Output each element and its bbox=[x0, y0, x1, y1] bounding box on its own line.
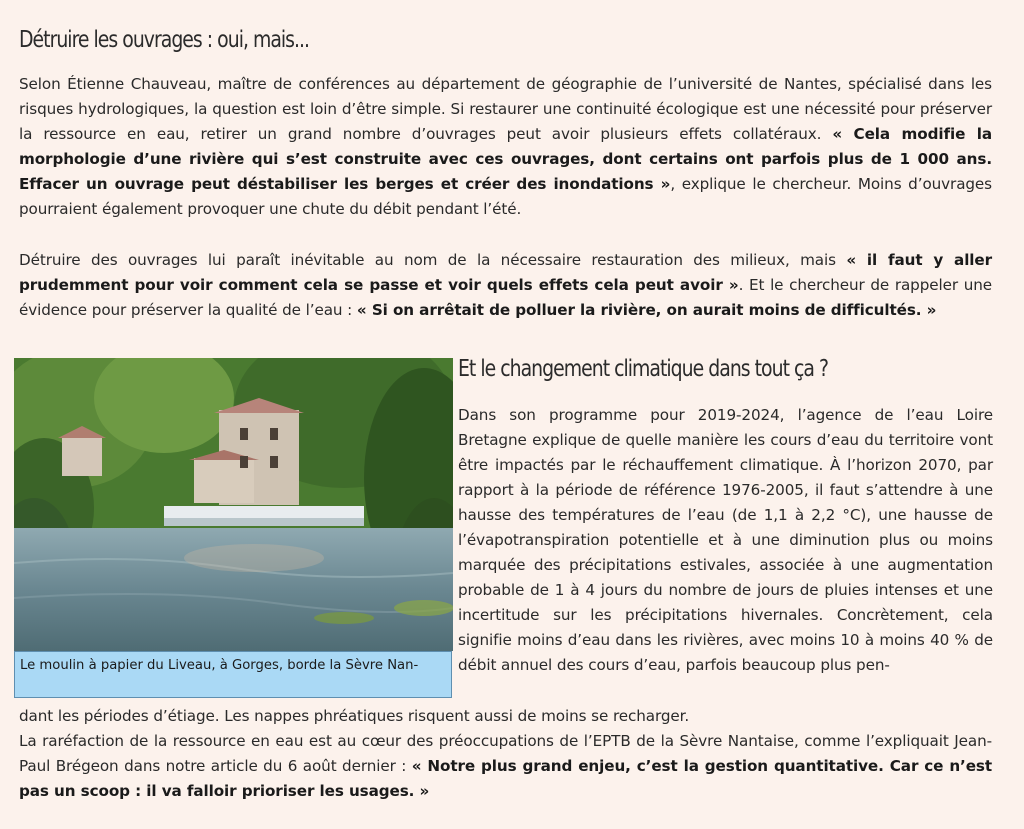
paragraph-2-text-b: . Et le chercheur de rappeler une évidence pour préserver la qualité de l’eau : bbox=[19, 276, 992, 319]
photo-caption: Le moulin à papier du Liveau, à Gorges, borde la Sèvre Nan- bbox=[20, 658, 419, 673]
tail-line-1: dant les périodes d’étiage. Les nappes phréatiques risquent aussi de moins se recharger. bbox=[19, 707, 690, 725]
tail-paragraph-2-text: La raréfaction de la ressource en eau est au cœur des préoccupations de l’EPTB de la Sèvre Nantaise, comme l’expliquait Jean-Paul Brégeon dans notre article du 6 août dernier : bbox=[19, 732, 992, 775]
paragraph-2-quote-a: « il faut y aller prudemment pour voir comment cela se passe et voir quels effets cela peut avoir » bbox=[19, 251, 992, 294]
tail-paragraph-2 bbox=[19, 729, 992, 804]
section-heading-1: Détruire les ouvrages : oui, mais... bbox=[19, 27, 310, 53]
paragraph-1-text-b: , explique le chercheur. Moins d’ouvrages pourraient également provoquer une chute du débit pendant l’été. bbox=[19, 175, 992, 218]
mill-photo bbox=[14, 358, 453, 651]
photo-caption-box bbox=[14, 651, 452, 698]
mill-photo-illustration bbox=[14, 358, 453, 651]
paragraph-2-quote-b: « Si on arrêtait de polluer la rivière, on aurait moins de difficultés. » bbox=[356, 301, 937, 319]
closing-paragraphs bbox=[19, 704, 992, 804]
section-heading-2: Et le changement climatique dans tout ça ? bbox=[458, 356, 828, 382]
paragraph-2-text-a: Détruire des ouvrages lui paraît inévitable au nom de la nécessaire restauration des milieux, mais bbox=[19, 251, 847, 269]
paragraph-1-text-a: Selon Étienne Chauveau, maître de conférences au département de géographie de l’université de Nantes, spécialisé dans les risques hydrologiques, la question est loin d’être simple. Si restaurer une continuité écologique est une nécessité pour préserver la ressource en eau, retirer un grand nombre d’ouvrages peut avoir plusieurs effets collatéraux. bbox=[19, 75, 992, 143]
tail-paragraph-2-quote: « Notre plus grand enjeu, c’est la gestion quantitative. Car ce n’est pas un scoop : il va falloir prioriser les usages. » bbox=[19, 757, 993, 800]
column-paragraph: Dans son programme pour 2019-2024, l’agence de l’eau Loire Bretagne explique de quelle manière les cours d’eau du territoire vont être impactés par le réchauffement climatique. À l’horizon 2070, par rapport à la période de référence 1976-2005, il faut s’attendre à une hausse des températures de l’eau (de 1,1 à 2,2 °C), une hausse de l’évapotranspiration potentielle et à une diminution plus ou moins marquée des précipitations estivales, associée à une augmentation probable de 1 à 4 jours du nombre de jours de pluies intenses et une incertitude sur les précipitations hivernales. Concrètement, cela signifie moins d’eau dans les rivières, avec moins 10 à moins 40 % de débit annuel des cours d’eau, parfois beaucoup plus pen- bbox=[458, 406, 993, 674]
paragraph-1-quote: « Cela modifie la morphologie d’une rivière qui s’est construite avec ces ouvrages, dont certains ont parfois plus de 1 000 ans. Effacer un ouvrage peut déstabiliser les berges et créer des inondations » bbox=[19, 125, 992, 193]
paragraph-1 bbox=[19, 72, 992, 222]
paragraph-2 bbox=[19, 248, 992, 323]
